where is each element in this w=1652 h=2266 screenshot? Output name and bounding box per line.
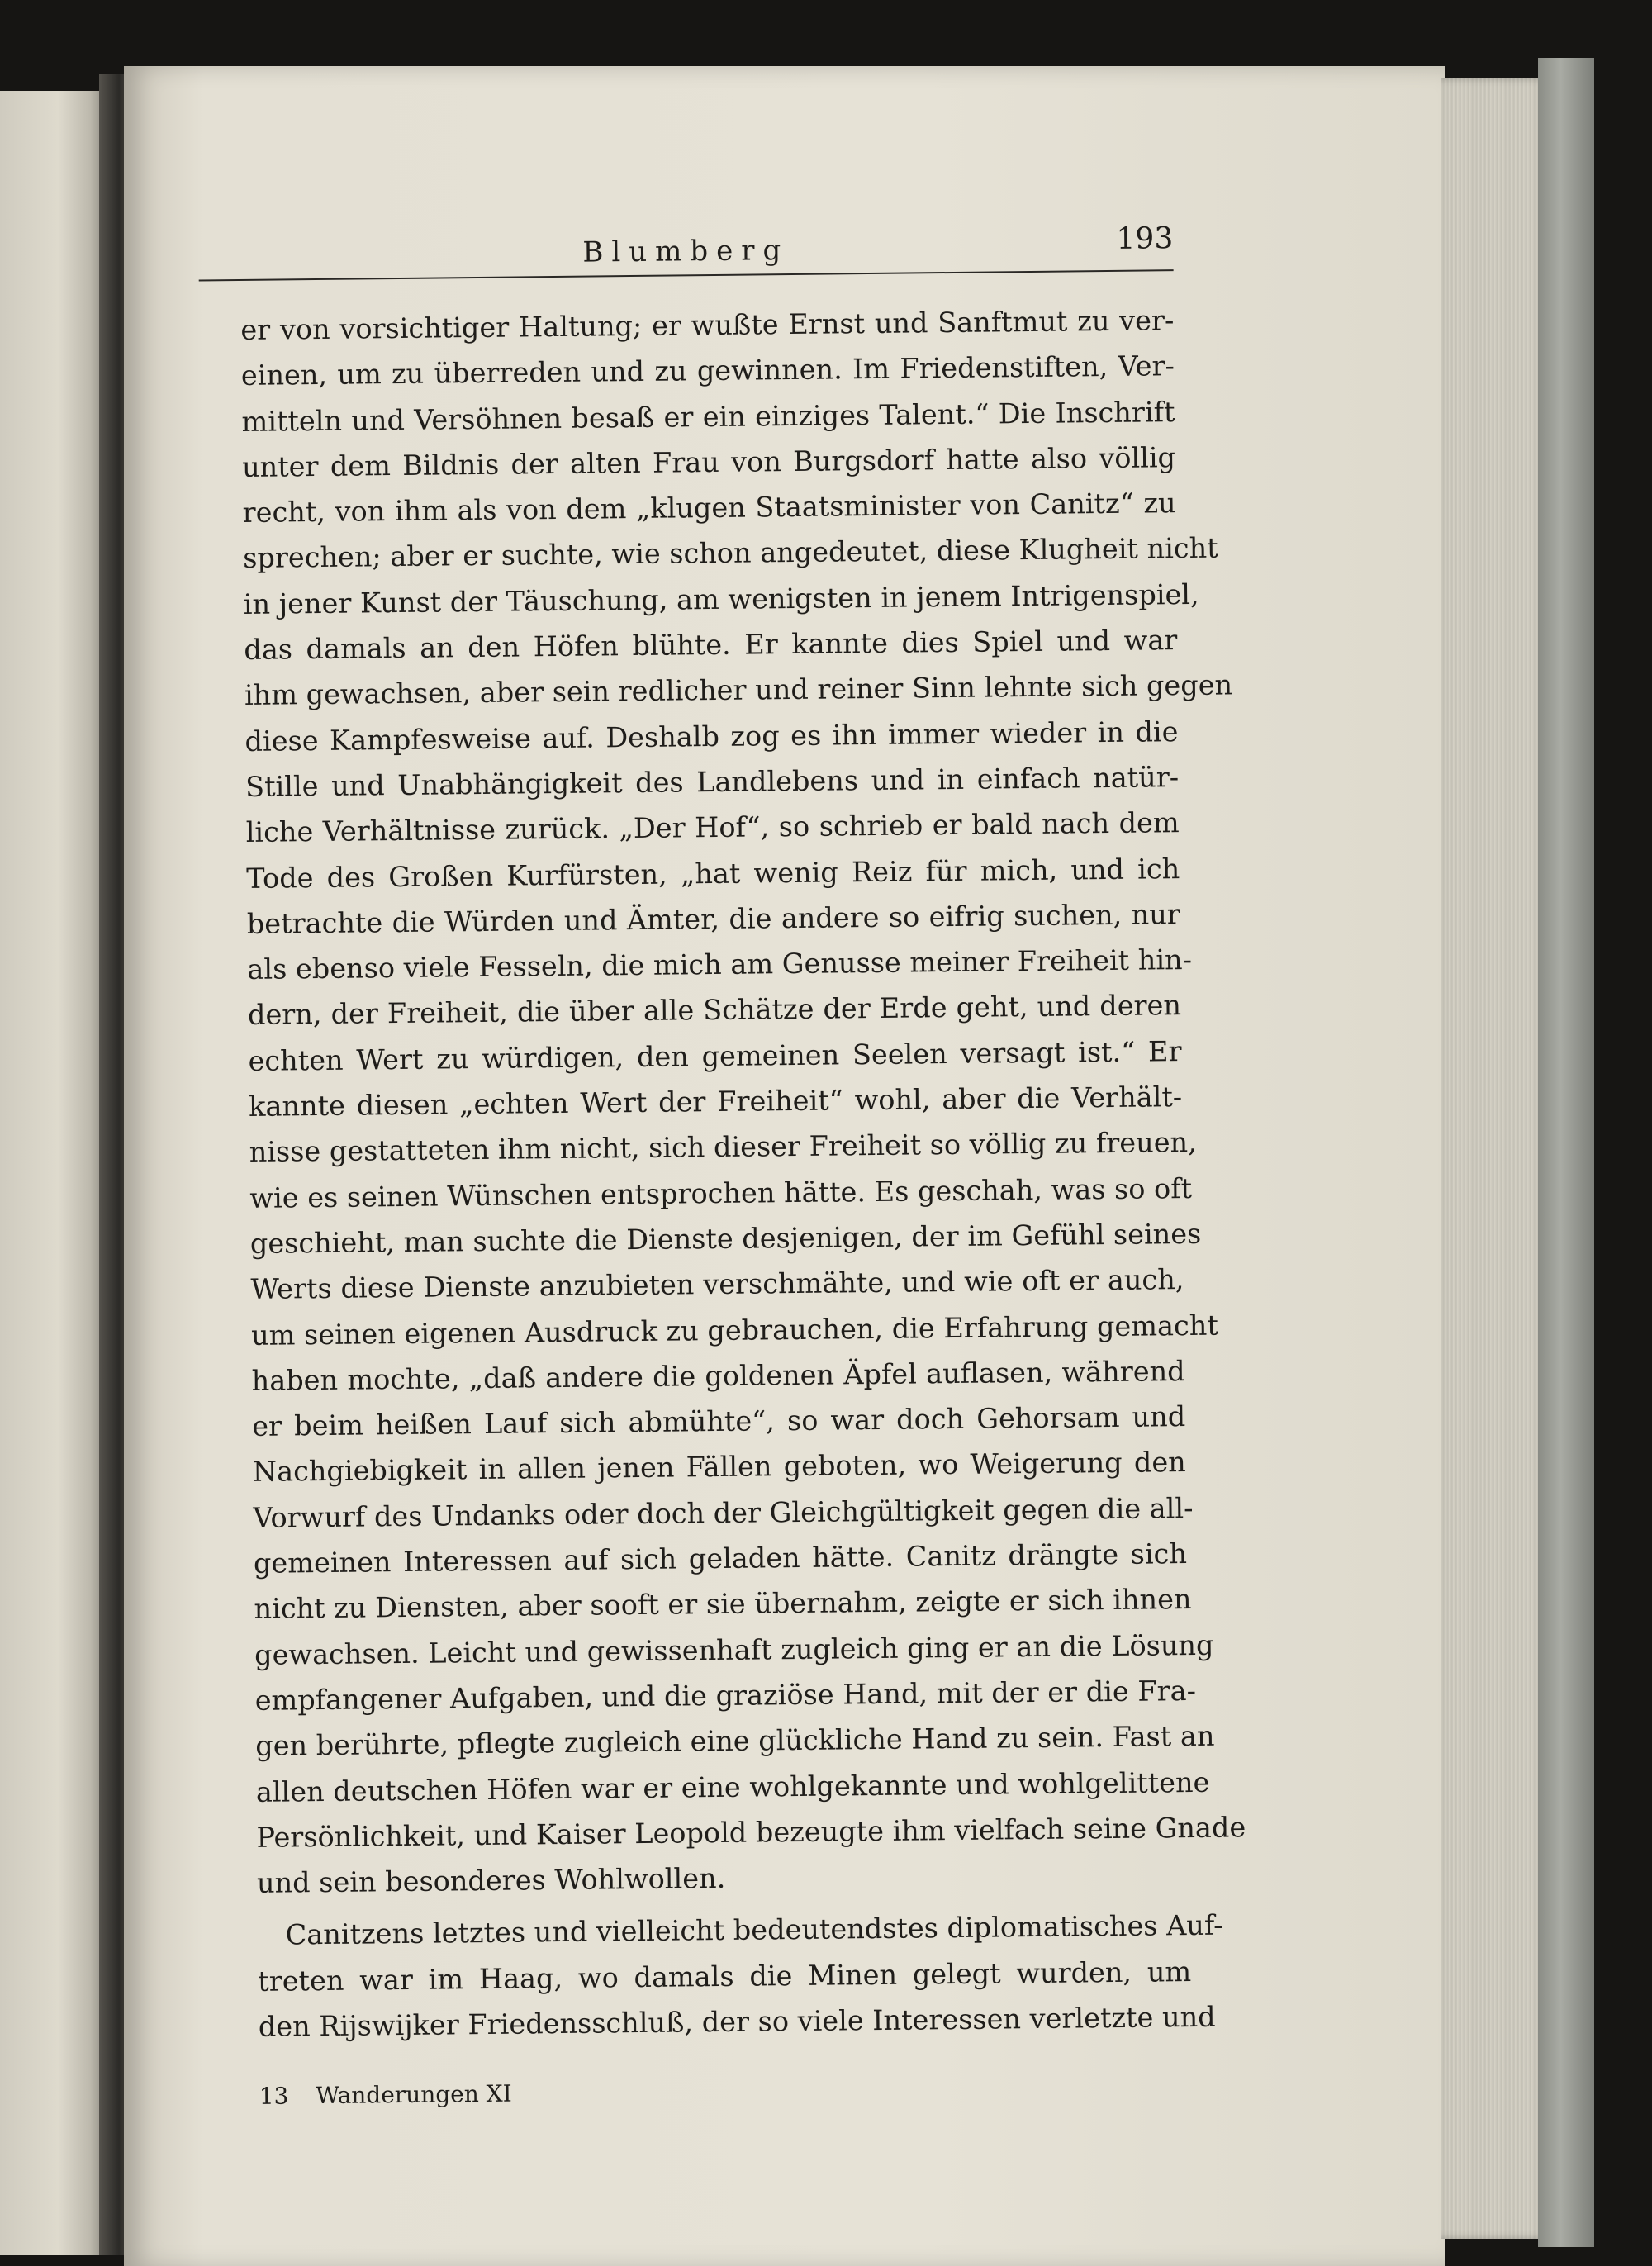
text-line: empfangener Aufgaben, und die graziöse Hand, mit der er die Fra- bbox=[254, 1674, 1197, 1717]
text-line: Werts diese Dienste anzubieten verschmähte, und wie oft er auch, bbox=[250, 1263, 1184, 1306]
text-line: Persönlichkeit, und Kaiser Leopold bezeugte ihm vielfach seine Gnade bbox=[256, 1811, 1246, 1854]
signature-title: Wanderungen XI bbox=[316, 2079, 512, 2110]
text-line: gewachsen. Leicht und gewissenhaft zugleich ging er an die Lösung bbox=[254, 1628, 1214, 1671]
text-line: unter dem Bildnis der alten Frau von Burgsdorf hatte also völlig bbox=[241, 441, 1176, 483]
text-line: gemeinen Interessen auf sich geladen hätte. Canitz drängte sich bbox=[253, 1537, 1188, 1580]
text-line: und sein besonderes Wohlwollen. bbox=[256, 1862, 726, 1899]
body-text bbox=[240, 297, 1246, 2050]
text-line: nisse gestatteten ihm nicht, sich dieser Freiheit so völlig zu freuen, bbox=[249, 1126, 1197, 1169]
page-text-block bbox=[240, 215, 1246, 2111]
text-line: betrachte die Würden und Ämter, die andere so eifrig suchen, nur bbox=[246, 897, 1181, 940]
text-line: er von vorsichtiger Haltung; er wußte Ernst und Sanftmut zu ver- bbox=[240, 304, 1175, 346]
text-line: einen, um zu überreden und zu gewinnen. Im Friedenstiften, Ver- bbox=[240, 349, 1175, 392]
text-line: Canitzens letztes und vielleicht bedeutendstes diplomatisches Auf- bbox=[285, 1909, 1223, 1951]
text-line: kannte diesen „echten Wert der Freiheit“ wohl, aber die Verhält- bbox=[248, 1081, 1183, 1123]
book-cover-edge bbox=[1538, 58, 1594, 2247]
text-line: allen deutschen Höfen war er eine wohlgekannte und wohlgelittene bbox=[255, 1765, 1210, 1808]
paragraph bbox=[240, 297, 1246, 1906]
text-line: sprechen; aber er suchte, wie schon angedeutet, diese Klugheit nicht bbox=[243, 532, 1218, 575]
text-line: Stille und Unabhängigkeit des Landlebens und in einfach natür- bbox=[244, 761, 1180, 803]
text-line: wie es seinen Wünschen entsprochen hätte. Es geschah, was so oft bbox=[249, 1171, 1193, 1214]
text-line: mitteln und Versöhnen besaß er ein einziges Talent.“ Die Inschrift bbox=[241, 395, 1175, 438]
signature-number: 13 bbox=[259, 2082, 289, 2111]
facing-page-edge bbox=[0, 91, 106, 2255]
text-line: recht, von ihm als von dem „klugen Staatsminister von Canitz“ zu bbox=[242, 487, 1176, 530]
text-line: das damals an den Höfen blühte. Er kannte dies Spiel und war bbox=[244, 624, 1178, 667]
text-line: haben mochte, „daß andere die goldenen Äpfel auflasen, während bbox=[251, 1354, 1185, 1397]
text-line: den Rijswijker Friedensschluß, der so viele Interessen verletzte und bbox=[258, 2000, 1216, 2043]
running-title: Blumberg bbox=[582, 234, 790, 269]
text-line: er beim heißen Lauf sich abmühte“, so war doch Gehorsam und bbox=[252, 1400, 1186, 1443]
text-line: echten Wert zu würdigen, den gemeinen Seelen versagt ist.“ Er bbox=[248, 1034, 1182, 1077]
paragraph bbox=[257, 1903, 1223, 2050]
text-line: ihm gewachsen, aber sein redlicher und reiner Sinn lehnte sich gegen bbox=[244, 668, 1233, 712]
text-line: Vorwurf des Undanks oder doch der Gleichgültigkeit gegen die all- bbox=[253, 1491, 1194, 1534]
text-line: liche Verhältnisse zurück. „Der Hof“, so schrieb er bald nach dem bbox=[245, 806, 1180, 849]
text-line: Nachgiebigkeit in allen jenen Fällen geboten, wo Weigerung den bbox=[252, 1446, 1186, 1489]
page-block-edges bbox=[1441, 78, 1549, 2239]
text-line: um seinen eigenen Ausdruck zu gebrauchen, die Erfahrung gemacht bbox=[250, 1309, 1219, 1352]
text-line: treten war im Haag, wo damals die Minen gelegt wurden, um bbox=[258, 1955, 1192, 1998]
text-line: in jener Kunst der Täuschung, am wenigsten in jenem Intrigenspiel, bbox=[243, 577, 1199, 620]
text-line: Tode des Großen Kurfürsten, „hat wenig Reiz für mich, und ich bbox=[246, 852, 1180, 895]
text-line: als ebenso viele Fesseln, die mich am Genusse meiner Freiheit hin- bbox=[247, 943, 1193, 986]
running-header bbox=[198, 215, 1174, 281]
text-line: geschieht, man suchte die Dienste desjenigen, der im Gefühl seines bbox=[249, 1217, 1202, 1260]
page-number: 193 bbox=[1116, 221, 1174, 256]
text-line: dern, der Freiheit, die über alle Schätze der Erde geht, und deren bbox=[247, 989, 1182, 1032]
text-line: gen berührte, pflegte zugleich eine glückliche Hand zu sein. Fast an bbox=[255, 1719, 1215, 1763]
text-line: diese Kampfesweise auf. Deshalb zog es ihn immer wieder in die bbox=[244, 715, 1179, 758]
text-line: nicht zu Diensten, aber sooft er sie übernahm, zeigte er sich ihnen bbox=[254, 1583, 1192, 1626]
